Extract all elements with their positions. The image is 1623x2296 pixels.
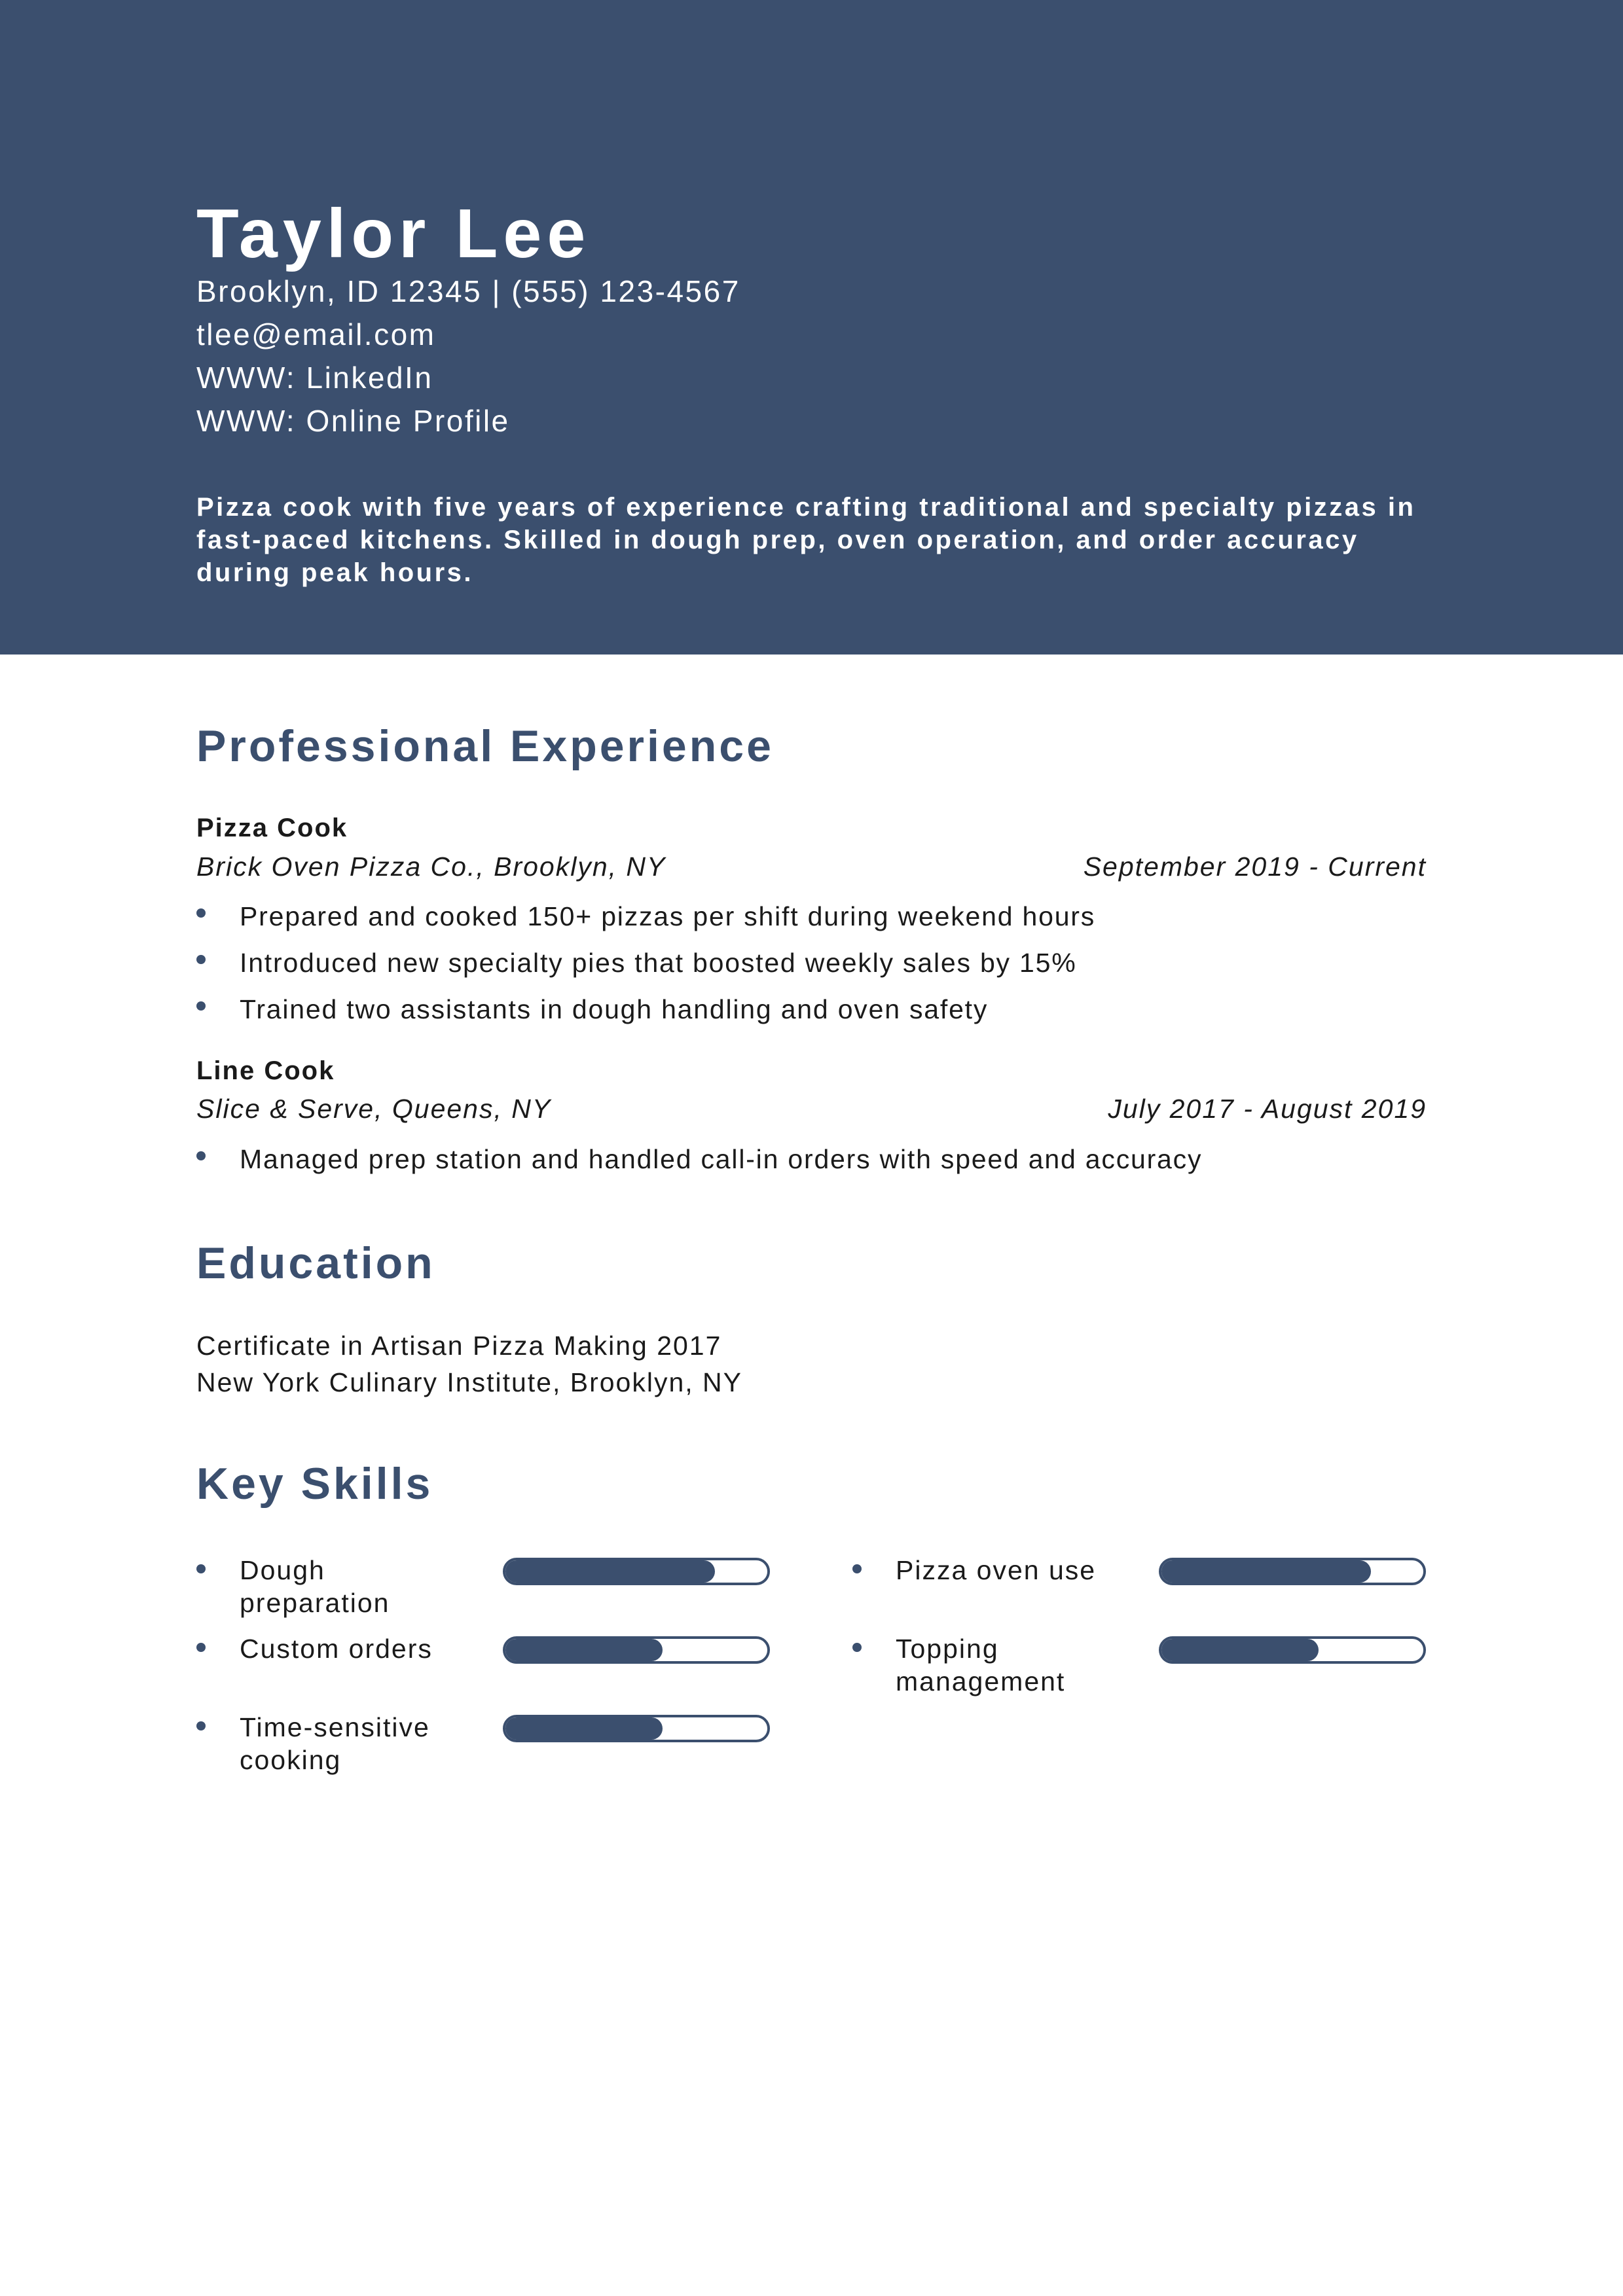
job-title: Pizza Cook	[196, 814, 348, 842]
skill-label: Dough preparation	[240, 1555, 390, 1618]
bullet-icon	[196, 1721, 206, 1731]
skill-level-fill	[1161, 1560, 1371, 1583]
skill-level-bar	[503, 1715, 770, 1742]
linkedin-link[interactable]: WWW: LinkedIn	[196, 361, 433, 395]
skill-level-bar	[1159, 1636, 1426, 1664]
bullet-icon	[196, 1001, 206, 1011]
skill-item	[852, 1632, 1442, 1704]
bullet-icon	[196, 1564, 206, 1573]
job-dates: September 2019 - Current	[1083, 852, 1427, 882]
skills-heading: Key Skills	[196, 1459, 433, 1509]
bullet-icon	[852, 1564, 862, 1573]
bullet-text: Prepared and cooked 150+ pizzas per shift during weekend hours	[240, 901, 1096, 931]
bullet-icon	[196, 955, 206, 964]
job-dates: July 2017 - August 2019	[1108, 1094, 1427, 1124]
resume-header	[0, 0, 1623, 655]
skill-level-bar	[503, 1636, 770, 1664]
bullet-icon	[852, 1643, 862, 1652]
skill-label: Pizza oven use	[896, 1555, 1097, 1585]
location-phone: Brooklyn, ID 12345 | (555) 123-4567	[196, 274, 740, 308]
skill-item	[852, 1554, 1442, 1626]
skill-level-fill	[505, 1560, 715, 1583]
job-title: Line Cook	[196, 1056, 335, 1085]
job-company: Slice & Serve, Queens, NY	[196, 1094, 552, 1124]
skill-item	[196, 1632, 786, 1704]
skill-label: Topping management	[896, 1634, 1066, 1696]
online-profile-link[interactable]: WWW: Online Profile	[196, 404, 510, 438]
bullet-icon	[196, 1643, 206, 1652]
bullet-icon	[196, 908, 206, 918]
bullet-text: Introduced new specialty pies that boosted weekly sales by 15%	[240, 948, 1077, 978]
education-degree: Certificate in Artisan Pizza Making 2017	[196, 1331, 722, 1361]
bullet-text: Managed prep station and handled call-in orders with speed and accuracy	[240, 1144, 1203, 1174]
bullet-icon	[196, 1151, 206, 1160]
skill-label: Time-sensitive cooking	[240, 1712, 430, 1775]
education-heading: Education	[196, 1238, 435, 1288]
candidate-name: Taylor Lee	[196, 195, 591, 272]
bullet-text: Trained two assistants in dough handling and oven safety	[240, 994, 989, 1024]
experience-heading: Professional Experience	[196, 721, 774, 771]
email-link[interactable]: tlee@email.com	[196, 317, 436, 351]
skill-level-fill	[505, 1639, 663, 1661]
skill-item	[196, 1711, 786, 1783]
skill-item	[196, 1554, 786, 1626]
skill-level-fill	[1161, 1639, 1319, 1661]
job-company: Brick Oven Pizza Co., Brooklyn, NY	[196, 852, 666, 882]
skill-level-bar	[503, 1558, 770, 1585]
skill-level-fill	[505, 1717, 663, 1740]
professional-summary: Pizza cook with five years of experience crafting traditional and specialty pizzas in fast-paced kitchens. Skilled in dough prep, oven operation, and order accuracy during peak hours.	[196, 493, 1416, 587]
education-school: New York Culinary Institute, Brooklyn, NY	[196, 1367, 742, 1397]
skill-level-bar	[1159, 1558, 1426, 1585]
skill-label: Custom orders	[240, 1634, 433, 1664]
